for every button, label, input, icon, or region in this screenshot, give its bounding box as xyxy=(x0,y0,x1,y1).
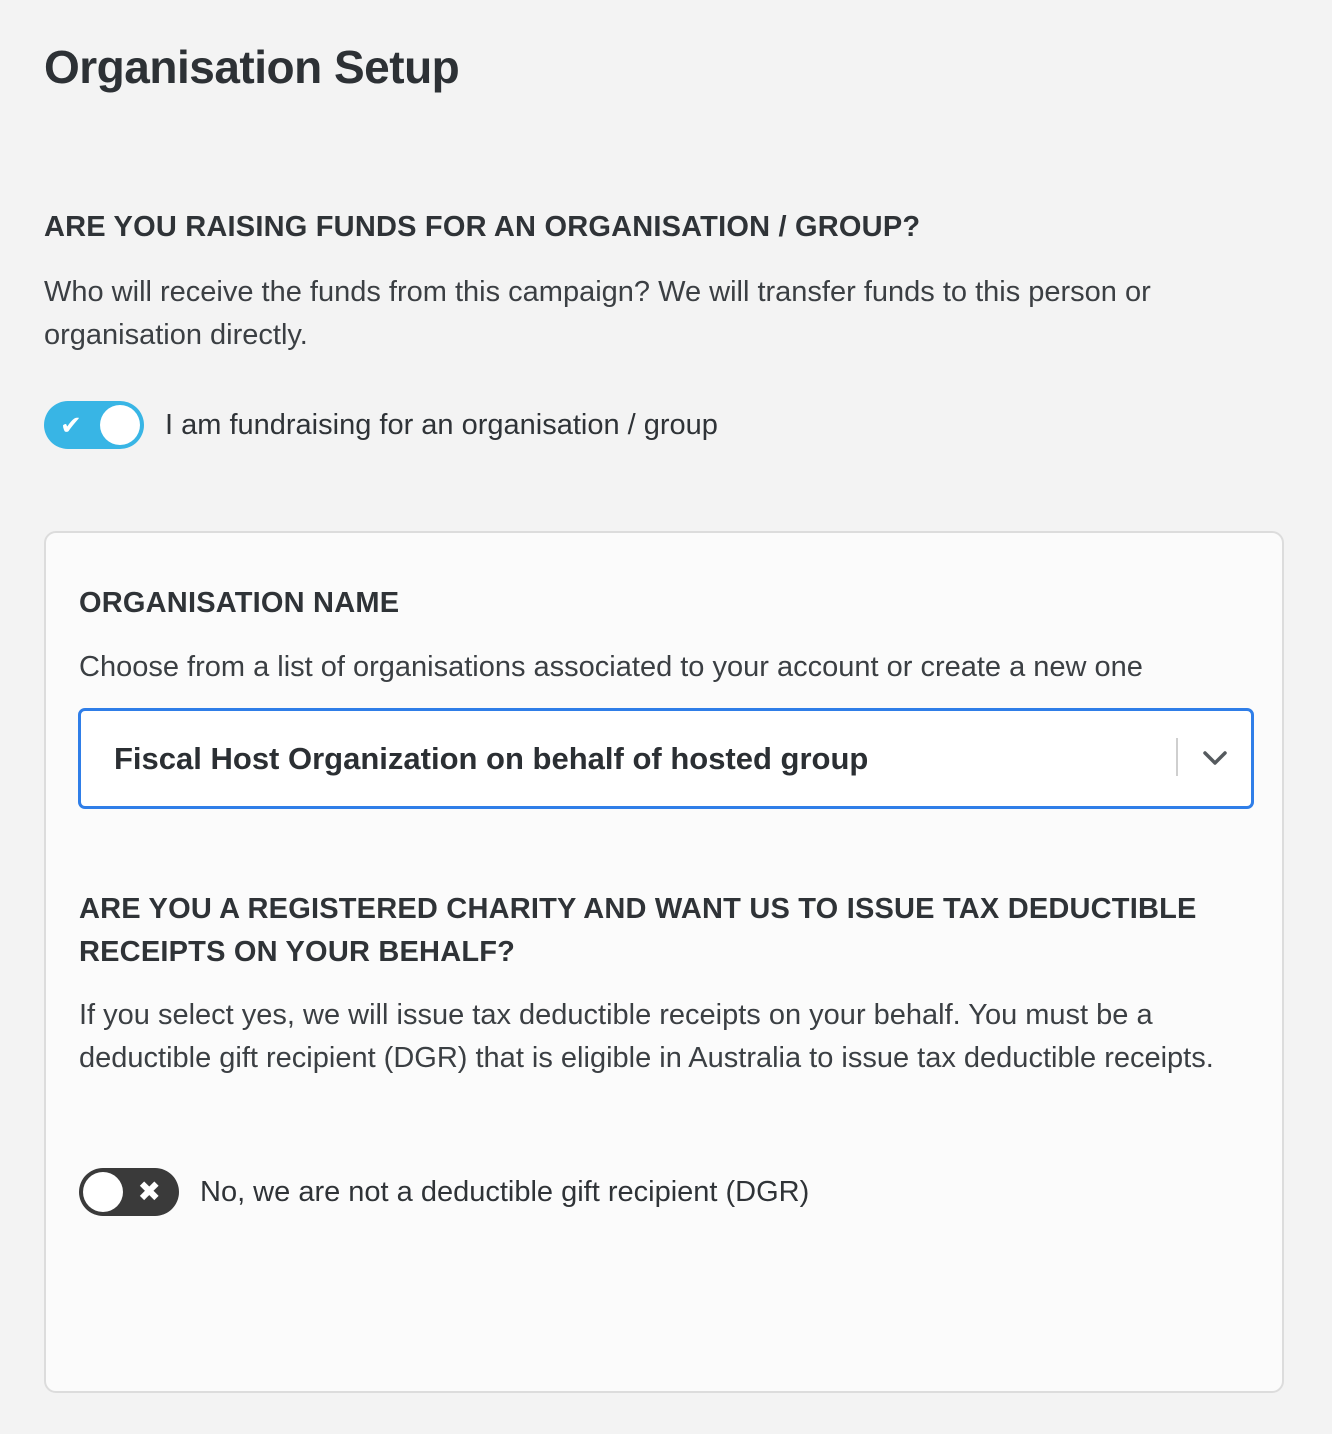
page-title: Organisation Setup xyxy=(44,41,460,93)
dgr-toggle-label: No, we are not a deductible gift recipient (DGR) xyxy=(200,1175,810,1208)
close-icon: ✖ xyxy=(137,1176,161,1207)
toggle-knob xyxy=(100,405,140,445)
organisation-name-heading: ORGANISATION NAME xyxy=(79,587,400,619)
organisation-name-description: Choose from a list of organisations associated to your account or create a new one xyxy=(79,651,1143,683)
chevron-down-icon[interactable] xyxy=(1197,740,1233,776)
fundraising-toggle-row xyxy=(44,401,718,449)
dgr-toggle[interactable] xyxy=(79,1168,179,1216)
fundraising-question-description: Who will receive the funds from this campaign? We will transfer funds to this person or organisation directly. xyxy=(44,276,1151,351)
check-icon: ✔ xyxy=(60,410,82,440)
organisation-select[interactable] xyxy=(78,708,1254,809)
organisation-details-card xyxy=(44,531,1284,1393)
select-separator xyxy=(1176,738,1178,776)
fundraising-toggle-label: I am fundraising for an organisation / group xyxy=(165,408,718,441)
dgr-question-heading: ARE YOU A REGISTERED CHARITY AND WANT US TO ISSUE TAX DEDUCTIBLE RECEIPTS ON YOUR BEHALF? xyxy=(79,893,1197,968)
toggle-knob xyxy=(83,1172,123,1212)
dgr-toggle-row xyxy=(79,1168,809,1216)
dgr-question-description: If you select yes, we will issue tax deductible receipts on your behalf. You must be a deductible gift recipient (DGR) that is eligible in Australia to issue tax deductible receipts. xyxy=(79,999,1214,1074)
fundraising-organisation-toggle[interactable] xyxy=(44,401,144,449)
fundraising-question-heading: ARE YOU RAISING FUNDS FOR AN ORGANISATION / GROUP? xyxy=(44,211,921,243)
organisation-select-value: Fiscal Host Organization on behalf of hosted group xyxy=(114,741,869,776)
